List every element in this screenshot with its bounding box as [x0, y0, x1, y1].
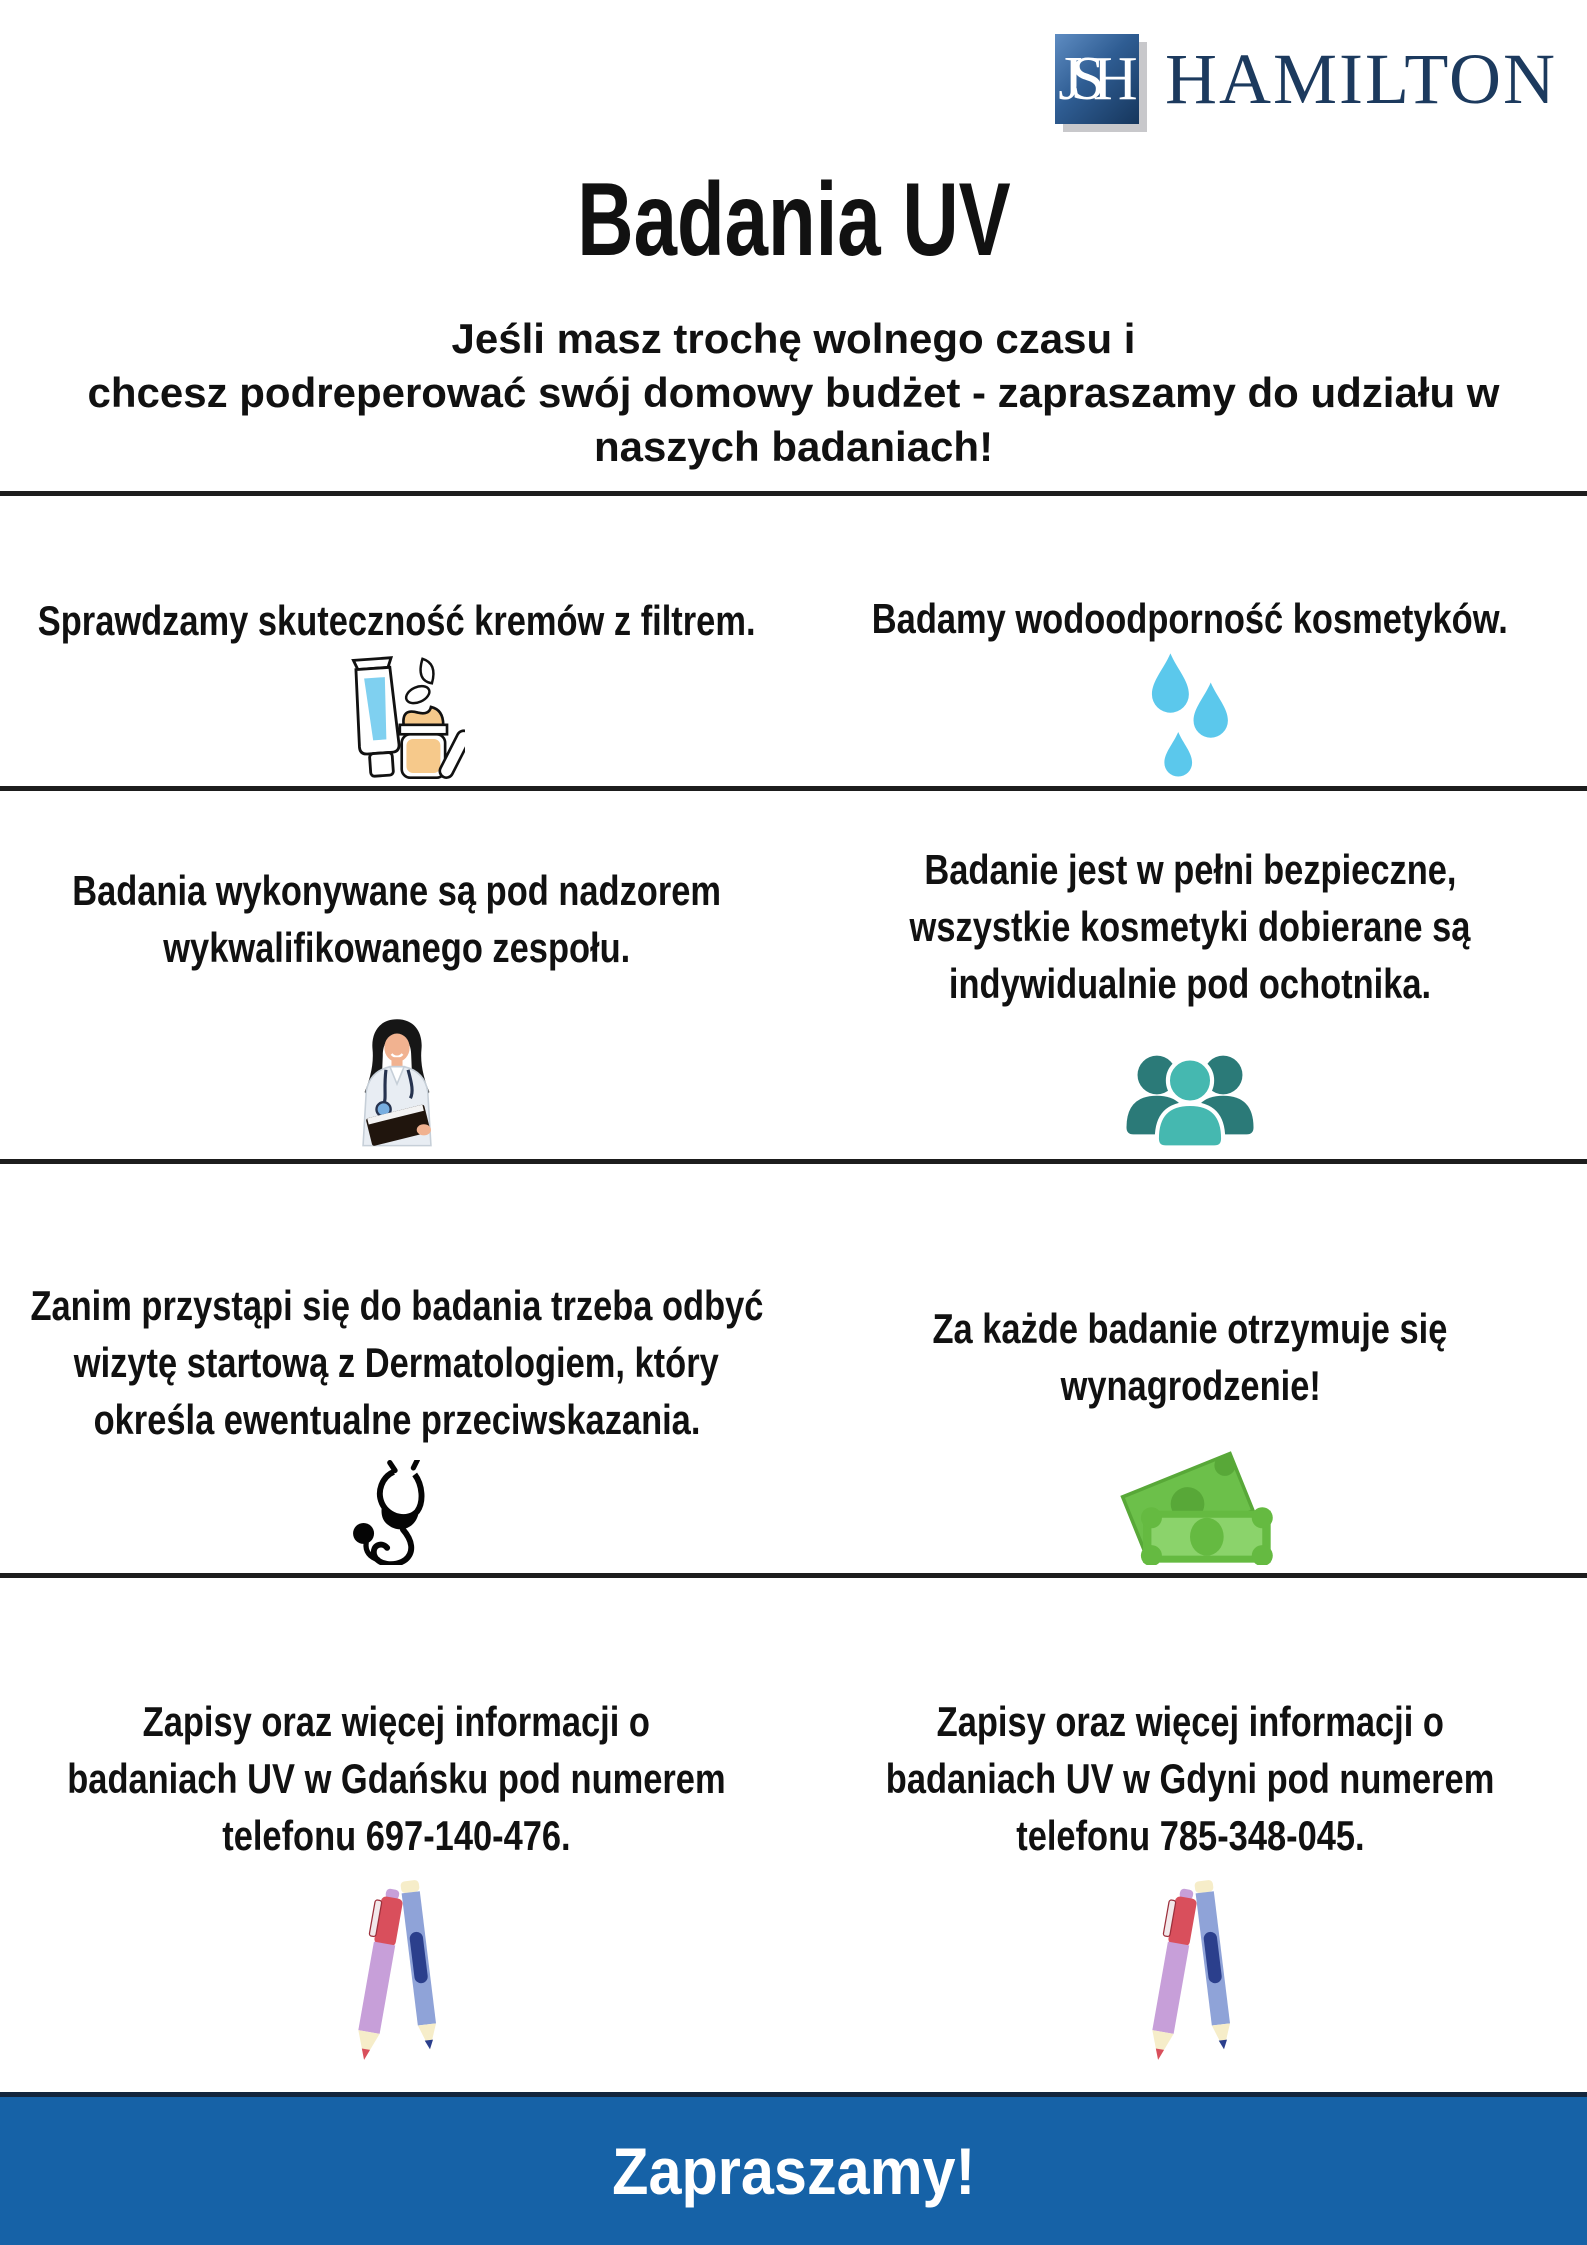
water-drops-icon: [1138, 650, 1242, 782]
text-line: indywidualnie pod ochotnika.: [949, 959, 1432, 1007]
text-line: Badamy wodoodporność kosmetyków.: [872, 594, 1509, 642]
text-block: [0, 1264, 844, 1460]
text-line: wynagrodzenie!: [1060, 1361, 1321, 1409]
pens-icon: [334, 1880, 459, 2088]
header: [0, 0, 1587, 491]
money-icon: [1095, 1449, 1285, 1565]
section-row-2: [0, 791, 1587, 1159]
jsh-logo-square: [1055, 34, 1139, 124]
section-row-4: [0, 1578, 1587, 2092]
jsh-logo-letters: JSH: [1058, 45, 1126, 113]
text-block: [1, 831, 792, 1007]
text-block: [0, 1683, 798, 1873]
text-line: wszystkie kosmetyki dobierane są: [909, 902, 1471, 950]
text-block: [0, 586, 834, 655]
text-line: Badanie jest w pełni bezpieczne,: [924, 845, 1457, 893]
doctor-illustration-icon: [322, 1007, 472, 1153]
text-line: badaniach UV w Gdańsku pod numerem: [67, 1754, 726, 1802]
text-block: [819, 1683, 1561, 1873]
cell-safety: [794, 791, 1587, 1159]
text-line: Zapisy oraz więcej informacji o: [936, 1697, 1444, 1745]
stethoscope-icon: [347, 1460, 447, 1565]
text-line: Zanim przystąpi się do badania trzeba odbyć: [30, 1281, 764, 1329]
text-block: [876, 1264, 1504, 1449]
text-line: wizytę startową z Dermatologiem, który: [74, 1338, 720, 1386]
jsh-hamilton-logo: [1055, 34, 1557, 124]
intro-text: [0, 312, 1587, 474]
cosmetics-icon: [329, 655, 465, 782]
text-line: Za każde badanie otrzymuje się: [932, 1304, 1448, 1352]
text-block: [802, 586, 1578, 650]
text-line: Badania wykonywane są pod nadzorem: [72, 866, 722, 914]
cell-waterproof: [794, 496, 1587, 786]
text-line phone-line: telefonu 785-348-045.: [1016, 1811, 1365, 1859]
pens-icon: [1128, 1880, 1253, 2088]
people-group-icon: [1114, 1046, 1266, 1153]
text-line: badaniach UV w Gdyni pod numerem: [885, 1754, 1495, 1802]
section-row-1: [0, 496, 1587, 786]
text-line phone-line: telefonu 697-140-476.: [222, 1811, 571, 1859]
cell-signup-gdansk: [0, 1578, 794, 2092]
cell-reward: [794, 1164, 1587, 1573]
cell-supervision: [0, 791, 794, 1159]
text-line: Zapisy oraz więcej informacji o: [143, 1697, 651, 1745]
footer-banner: [0, 2092, 1587, 2245]
intro-line: Jeśli masz trochę wolnego czasu i: [451, 315, 1136, 362]
brand-name: HAMILTON: [1164, 39, 1557, 119]
text-line: wykwalifikowanego zespołu.: [163, 923, 631, 971]
section-row-3: [0, 1164, 1587, 1573]
intro-line: naszych badaniach!: [593, 423, 994, 470]
text-line: Sprawdzamy skuteczność kremów z filtrem.: [37, 596, 756, 644]
footer-banner-label: Zapraszamy!: [611, 2134, 976, 2208]
page-title: Badania UV: [576, 162, 1011, 278]
text-line: określa ewentualne przeciwskazania.: [93, 1395, 701, 1443]
intro-line: chcesz podreperować swój domowy budżet - zapraszamy do udziału w: [87, 369, 1500, 416]
cell-signup-gdynia: [794, 1578, 1587, 2092]
cell-sunscreen: [0, 496, 794, 786]
cell-dermatologist: [0, 1164, 794, 1573]
text-block: [848, 831, 1532, 1021]
